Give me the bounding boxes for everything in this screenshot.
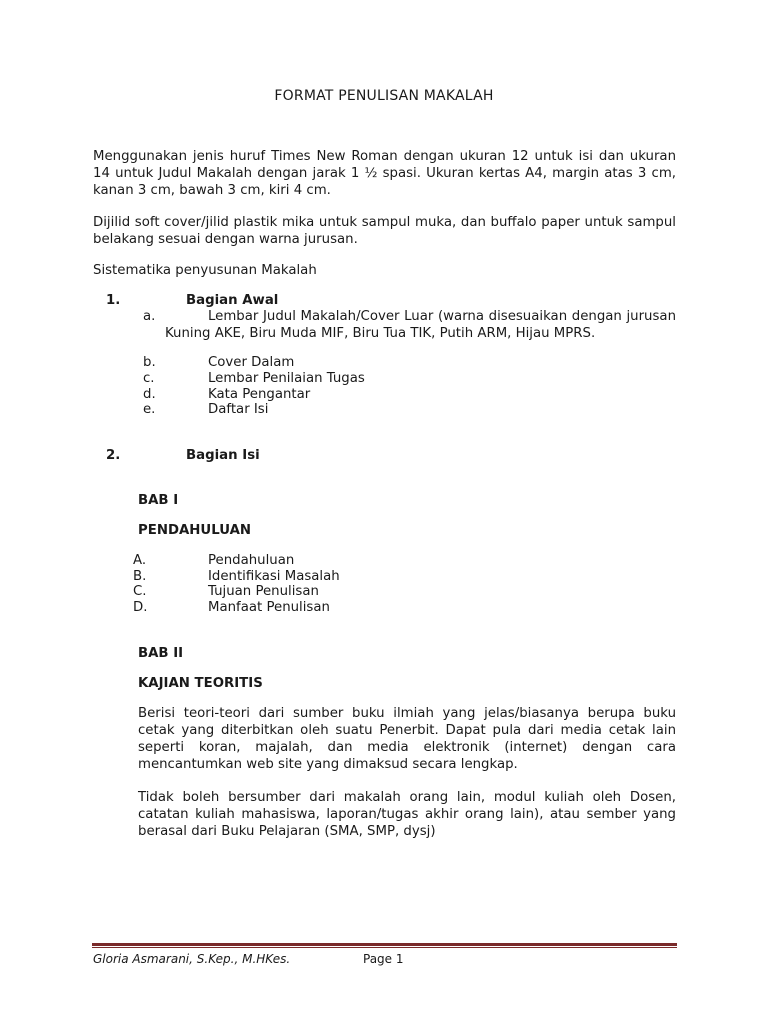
bab-2-title: KAJIAN TEORITIS [138, 676, 263, 691]
bab-2-label: BAB II [138, 646, 184, 661]
list-item-text: Tujuan Penulisan [208, 584, 319, 599]
list-item-text: Lembar Judul Makalah/Cover Luar (warna disesuaikan dengan jurusan Kuning AKE, Biru Muda MIF, Biru Tua TIK, Putih ARM, Hijau MPRS. [165, 309, 676, 341]
list-item-text: Pendahuluan [208, 553, 295, 568]
section-2-heading: Bagian Isi [186, 448, 260, 463]
list-item-text: Kata Pengantar [208, 387, 311, 402]
list-item-text: Lembar Penilaian Tugas [208, 371, 365, 386]
bab-1-label: BAB I [138, 493, 179, 508]
paragraph-source-restrictions: Tidak boleh bersumber dari makalah orang lain, modul kuliah oleh Dosen, catatan kuliah mahasiswa, laporan/tugas akhir orang lain), atau sember yang berasal dari Buku Pelajaran (SMA, SMP, dysj) [138, 790, 676, 839]
paragraph-systematics: Sistematika penyusunan Makalah [93, 263, 317, 278]
paragraph-font-format: Menggunakan jenis huruf Times New Roman dengan ukuran 12 untuk isi dan ukuran 14 untuk Judul Makalah dengan jarak 1 ½ spasi. Ukuran kertas A4, margin atas 3 cm, kanan 3 cm, bawah 3 cm, kiri 4 cm. [93, 149, 676, 198]
footer-page-number: Page 1 [363, 952, 404, 966]
list-item-marker: c. [143, 371, 155, 386]
section-1-heading: Bagian Awal [186, 293, 279, 308]
list-item-marker: A. [133, 553, 147, 568]
list-item-marker: C. [133, 584, 147, 599]
footer-author: Gloria Asmarani, S.Kep., M.HKes. [93, 952, 291, 966]
list-item-text: Cover Dalam [208, 355, 295, 370]
list-item-marker: e. [143, 402, 156, 417]
list-item-text: Manfaat Penulisan [208, 600, 330, 615]
document-title: FORMAT PENULISAN MAKALAH [274, 88, 494, 104]
list-item-marker: B. [133, 569, 147, 584]
footer-rule [92, 943, 677, 946]
paragraph-theory-sources: Berisi teori-teori dari sumber buku ilmiah yang jelas/biasanya berupa buku cetak yang diterbitkan oleh suatu Penerbit. Dapat pula dari media cetak lain seperti koran, majalah, dan media elektronik (internet) dengan cara mencantumkan web site yang dimaksud secara lengkap. [138, 706, 676, 772]
list-item-marker: b. [143, 355, 156, 370]
paragraph-binding: Dijilid soft cover/jilid plastik mika untuk sampul muka, dan buffalo paper untuk sampul belakang sesuai dengan warna jurusan. [93, 215, 676, 247]
section-1-number: 1. [106, 293, 121, 308]
list-item-marker: d. [143, 387, 156, 402]
list-item-marker: D. [133, 600, 148, 615]
footer-rule-thin [92, 947, 677, 948]
list-item-text: Identifikasi Masalah [208, 569, 340, 584]
list-item-marker: a. [143, 309, 156, 324]
list-item-text: Daftar Isi [208, 402, 269, 417]
section-2-number: 2. [106, 448, 121, 463]
bab-1-title: PENDAHULUAN [138, 523, 252, 538]
